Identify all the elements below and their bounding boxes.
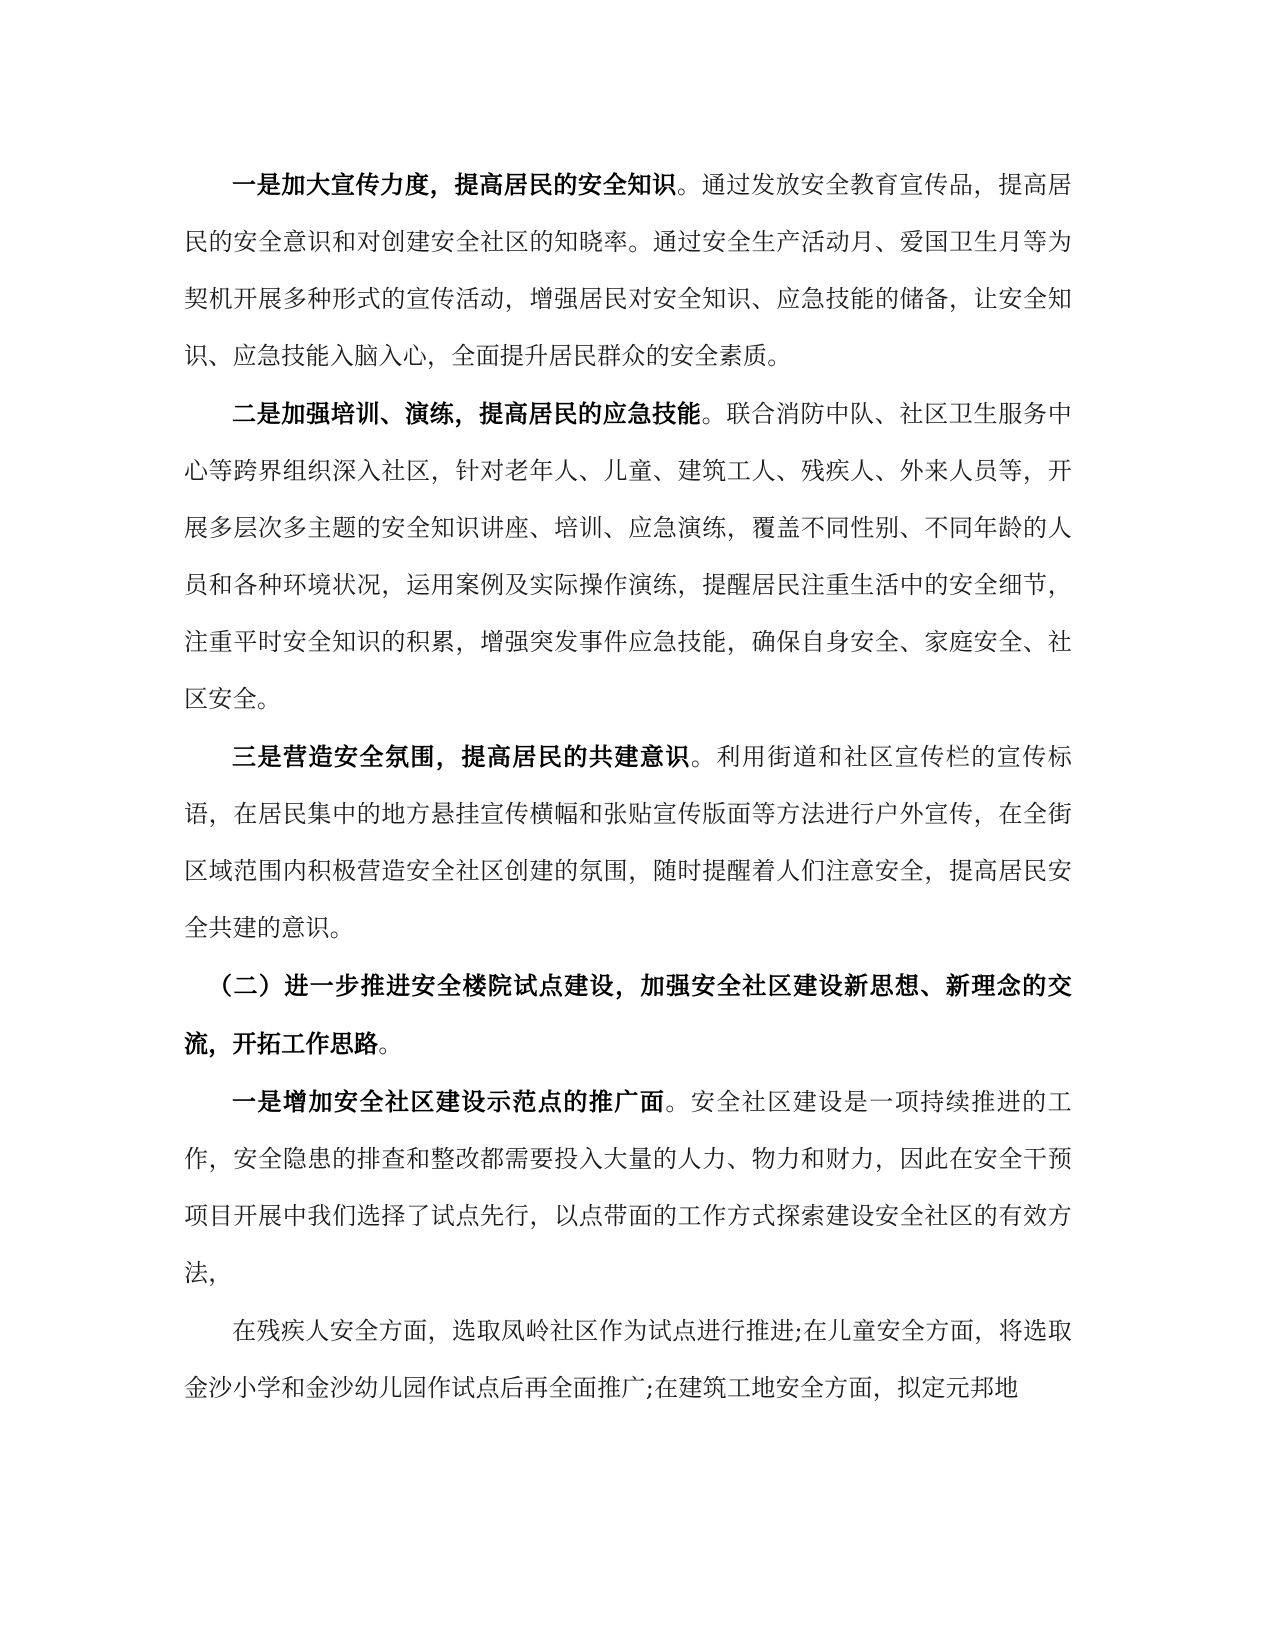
paragraph-pilots (184, 1302, 1072, 1417)
paragraph-text: 。安全社区建设是一项持续推进的工作，安全隐患的排查和整改都需要投入大量的人力、物力和财力，因此在安全干预项目开展中我们选择了试点先行，以点带面的工作方式探索建设安全社区的有效方法， (184, 1088, 1072, 1287)
paragraph-lead: 一是增加安全社区建设示范点的推广面 (232, 1087, 666, 1116)
paragraph-atmosphere (184, 728, 1072, 957)
paragraph-text: 。 (378, 1030, 403, 1058)
paragraph-text: 在残疾人安全方面，选取凤岭社区作为试点进行推进;在儿童安全方面，将选取金沙小学和金沙幼儿园作试点后再全面推广;在建筑工地安全方面，拟定元邦地 (184, 1317, 1072, 1402)
paragraph-lead: 三是营造安全氛围，提高居民的共建意识 (232, 742, 691, 771)
paragraph-demonstration (184, 1073, 1072, 1302)
paragraph-text: 。联合消防中队、社区卫生服务中心等跨界组织深入社区，针对老年人、儿童、建筑工人、残疾人、外来人员等，开展多层次多主题的安全知识讲座、培训、应急演练，覆盖不同性别、不同年龄的人员和各种环境状况，运用案例及实际操作演练，提醒居民注重生活中的安全细节，注重平时安全知识的积累，增强突发事件应急技能，确保自身安全、家庭安全、社区安全。 (184, 400, 1073, 713)
paragraph-training (184, 385, 1072, 728)
document-body (184, 156, 1072, 1417)
paragraph-publicity (184, 156, 1072, 385)
paragraph-lead: 二是加强培训、演练，提高居民的应急技能 (232, 399, 702, 428)
section-heading-text: （二）进一步推进安全楼院试点建设，加强安全社区建设新思想、新理念的交流，开拓工作思路 (184, 971, 1072, 1058)
paragraph-lead: 一是加大宣传力度，提高居民的安全知识 (232, 170, 677, 199)
paragraph-text: 。利用街道和社区宣传栏的宣传标语，在居民集中的地方悬挂宣传横幅和张贴宣传版面等方法进行户外宣传，在全街区域范围内积极营造安全社区创建的氛围，随时提醒着人们注意安全，提高居民安全共建的意识。 (184, 743, 1072, 942)
section-heading (184, 957, 1072, 1073)
paragraph-text: 。通过发放安全教育宣传品，提高居民的安全意识和对创建安全社区的知晓率。通过安全生产活动月、爱国卫生月等为契机开展多种形式的宣传活动，增强居民对安全知识、应急技能的储备，让安全知识、应急技能入脑入心，全面提升居民群众的安全素质。 (184, 171, 1072, 370)
